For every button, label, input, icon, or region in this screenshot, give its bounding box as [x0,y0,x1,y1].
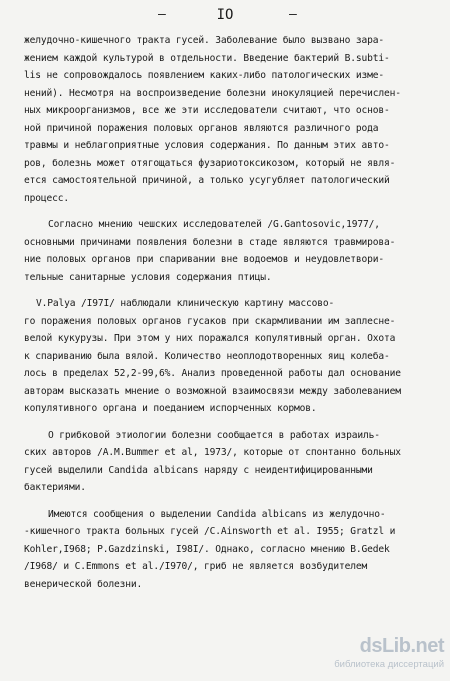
text-line: тельные санитарные условия содержания птицы. [24,271,272,283]
text-line: Имеются сообщения о выделении Candida albicans из желудочно- [48,508,386,520]
header-dash-left: – [158,7,166,22]
text-line: ется самостоятельной причиной, а только усугубляет патологический [24,175,390,186]
text-line: к спариванию была вялой. Количество неоплодотворенных яиц колеба- [24,350,390,362]
text-line: желудочно-кишечного тракта гусей. Заболевание было вызвано зара- [24,35,385,46]
page-header [0,4,450,26]
watermark-logo: dsLib.net [359,635,444,657]
text-line: процесс. [24,192,70,204]
text-line: гусей выделили Candida albicans наряду с неидентифицированными [24,464,373,476]
text-line: ние половых органов при спаривании вне водоемов и неудовлетвори- [24,254,385,265]
text-line: основными причинами появления болезни в стаде являются травмирова- [24,236,396,248]
text-line: Согласно мнению чешских исследователей /G.Gantosovic,1977/, [48,219,380,230]
document-body [24,32,436,593]
text-line: ной причиной поражения половых органов являются различного рода [24,122,379,134]
header-dash-right: – [289,7,297,22]
text-line: го поражения половых органов гусаков при скармливании им заплесне- [24,315,396,327]
page-number: IO [216,7,234,23]
watermark [294,635,444,675]
text-line: травмы и неблагоприятные условия содержания. По данным этих авто- [24,140,390,151]
paragraph-gap [24,207,436,216]
text-line: ров, болезнь может отягощаться фузариотоксикозом, который не явля- [24,157,396,169]
paragraph-gap [24,497,436,506]
text-line: лось в пределах 52,2-99,6%. Анализ проведенной работы дал основание [24,368,401,379]
text-line: велой кукурузы. При этом у них поражался копулятивный орган. Охота [24,333,396,344]
text-line: ных микроорганизмов, все же эти исследователи считают, что основ- [24,105,390,116]
paragraph-gap [24,286,436,295]
text-line: копулятивного органа и поеданием испорченных кормов. [24,403,317,414]
text-line: нений). Несмотря на воспроизведение болезни инокуляцией перечислен- [24,87,401,99]
watermark-subtitle: библиотека диссертаций [334,659,444,670]
text-line: V.Palya /I97I/ наблюдали клиническую картину массово- [36,298,335,309]
text-line: авторам высказать мнение о возможной взаимосвязи между заболеванием [24,385,401,397]
text-line: Kohler,I968; P.Gazdzinski, I98I/. Однако, согласно мнению B.Gedek [24,543,390,555]
paragraph-gap [24,418,436,427]
text-line: ских авторов /A.M.Bummer et al, 1973/, которые от спонтанно больных [24,447,401,458]
text-line: бактериями. [24,482,86,493]
text-line: венерической болезни. [24,578,143,590]
text-line: жением каждой культурой в отдельности. Введение бактерий B.subti- [24,52,390,64]
text-line: /I968/ и C.Emmons et al./I970/, гриб не является возбудителем [24,561,368,572]
text-line: О грибковой этиологии болезни сообщается в работах израиль- [48,429,380,441]
text-line: lis не сопровождалось появлением каких-либо патологических изме- [24,70,385,81]
text-line: -кишечного тракта больных гусей /C.Ainsworth et al. I955; Gratzl и [24,526,396,537]
